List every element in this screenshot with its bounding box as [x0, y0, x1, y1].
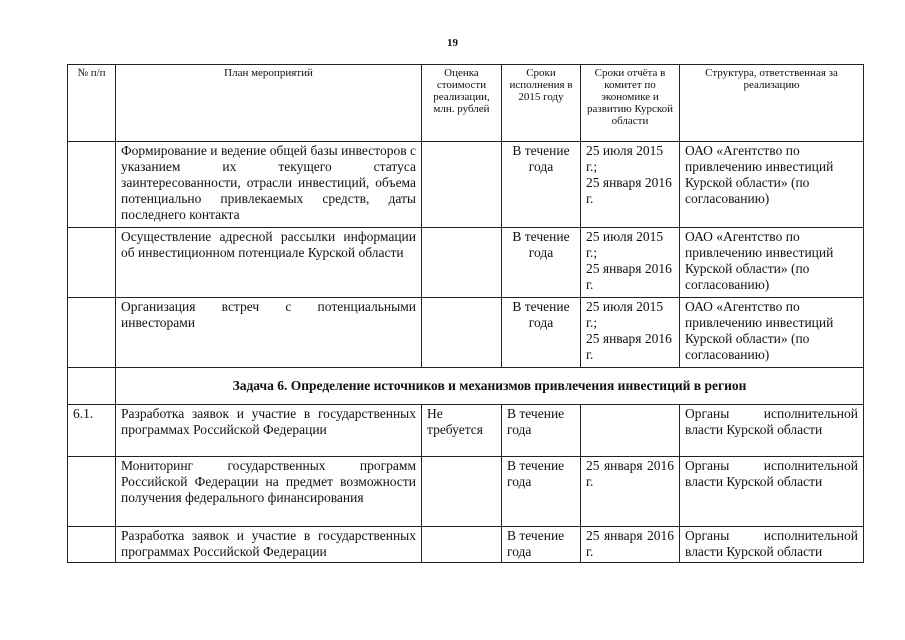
table-row: [68, 405, 864, 457]
row-number: [68, 228, 116, 298]
table-row: [68, 298, 864, 368]
row-responsible: ОАО «Агентство по привлечению инвестиций Курской области» (по согласованию): [680, 142, 864, 228]
column-header-responsible: Структура, ответственная за реализацию: [680, 65, 864, 142]
table-row: [68, 457, 864, 527]
row-plan: Разработка заявок и участие в государственных программах Российской Федерации: [116, 405, 422, 457]
row-cost: [422, 142, 502, 228]
row-number: [68, 527, 116, 563]
activity-plan-table: [67, 64, 864, 563]
row-period: В течение года: [502, 457, 581, 527]
row-responsible: Органы исполнительной власти Курской области: [680, 405, 864, 457]
row-responsible: ОАО «Агентство по привлечению инвестиций Курской области» (по согласованию): [680, 298, 864, 368]
table-row: [68, 527, 864, 563]
row-cost: [422, 527, 502, 563]
table-row: [68, 142, 864, 228]
row-plan: Организация встреч с потенциальными инвесторами: [116, 298, 422, 368]
row-number: [68, 298, 116, 368]
row-report: [581, 142, 680, 228]
row-period: В течение года: [502, 527, 581, 563]
row-responsible: Органы исполнительной власти Курской области: [680, 527, 864, 563]
column-header-period: Сроки исполнения в 2015 году: [502, 65, 581, 142]
task-heading-number: [68, 368, 116, 405]
row-plan: Мониторинг государственных программ Российской Федерации на предмет возможности получения федерального финансирования: [116, 457, 422, 527]
row-responsible: ОАО «Агентство по привлечению инвестиций Курской области» (по согласованию): [680, 228, 864, 298]
task-heading-row: [68, 368, 864, 405]
row-plan: Формирование и ведение общей базы инвесторов с указанием их текущего статуса заинтересованности, отрасли инвестиций, объема потенциально привлекаемых средств, даты последнего контакта: [116, 142, 422, 228]
row-report: [581, 405, 680, 457]
page-number: 19: [447, 37, 458, 49]
row-cost: [422, 228, 502, 298]
row-report: 25 января 2016 г.: [581, 527, 680, 563]
report-date-2: 25 января 2016 г.: [586, 331, 672, 362]
row-responsible: Органы исполнительной власти Курской области: [680, 457, 864, 527]
row-report: [581, 228, 680, 298]
column-header-report: Сроки отчёта в комитет по экономике и развитию Курской области: [581, 65, 680, 142]
table-row: [68, 228, 864, 298]
table-header-row: [68, 65, 864, 142]
row-plan: Разработка заявок и участие в государственных программах Российской Федерации: [116, 527, 422, 563]
report-date-2: 25 января 2016 г.: [586, 261, 672, 292]
row-cost: Не требуется: [422, 405, 502, 457]
row-number: 6.1.: [68, 405, 116, 457]
row-report: 25 января 2016 г.: [581, 457, 680, 527]
report-date-1: 25 июля 2015 г.;: [586, 229, 664, 260]
report-date-1: 25 июля 2015 г.;: [586, 143, 664, 174]
row-cost: [422, 298, 502, 368]
report-date-2: 25 января 2016 г.: [586, 175, 672, 206]
row-plan: Осуществление адресной рассылки информации об инвестиционном потенциале Курской области: [116, 228, 422, 298]
task-heading: Задача 6. Определение источников и механизмов привлечения инвестиций в регион: [116, 368, 864, 405]
row-period: В течение года: [502, 142, 581, 228]
row-period: В течение года: [502, 298, 581, 368]
row-number: [68, 142, 116, 228]
column-header-number: № п/п: [68, 65, 116, 142]
row-cost: [422, 457, 502, 527]
report-date-1: 25 июля 2015 г.;: [586, 299, 664, 330]
column-header-plan: План мероприятий: [116, 65, 422, 142]
row-report: [581, 298, 680, 368]
column-header-cost: Оценка стоимости реализации, млн. рублей: [422, 65, 502, 142]
row-period: В течение года: [502, 405, 581, 457]
row-number: [68, 457, 116, 527]
row-period: В течение года: [502, 228, 581, 298]
